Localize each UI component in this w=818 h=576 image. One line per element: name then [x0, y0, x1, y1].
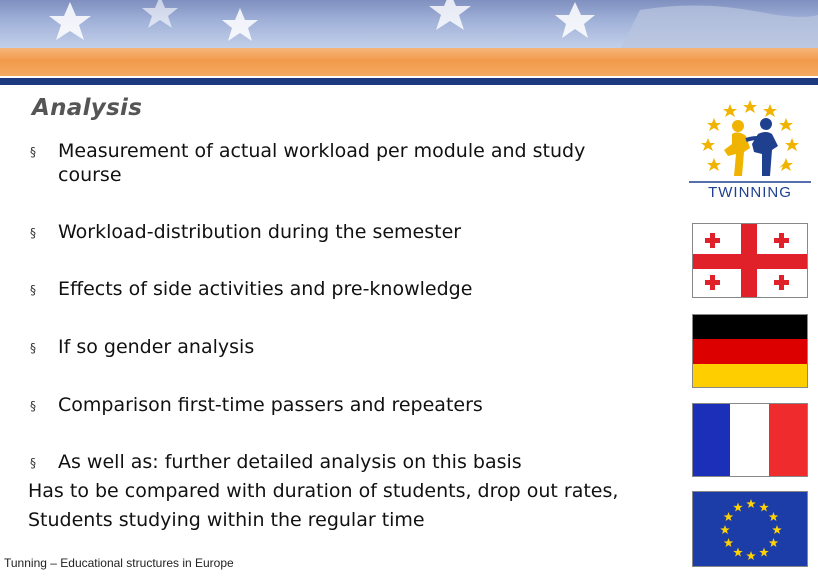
continuation-line: Has to be compared with duration of students, drop out rates,: [28, 480, 619, 502]
eu-star-icon: [759, 503, 769, 512]
bullet-text: Workload-distribution during the semester: [58, 221, 462, 243]
germany-stripe-red: [693, 339, 807, 364]
banner-orange-stripe: [0, 48, 818, 76]
banner-stars-decoration: [0, 0, 818, 50]
eu-star-icon: [772, 525, 782, 534]
france-stripe-blue: [693, 404, 730, 476]
bullet-marker: §: [30, 456, 36, 470]
eu-star-icon: [724, 512, 734, 521]
footer-text: Tunning – Educational structures in Europe: [4, 556, 234, 570]
twinning-logo: [686, 96, 814, 204]
germany-flag: [692, 314, 808, 388]
bullet-text: If so gender analysis: [58, 336, 255, 358]
banner-blue-line: [0, 78, 818, 85]
eu-flag: [692, 491, 808, 567]
eu-star-icon: [724, 538, 734, 547]
eu-star-icon: [769, 538, 779, 547]
eu-star-icon: [733, 503, 743, 512]
france-stripe-red: [769, 404, 807, 476]
banner-flag-background: [0, 0, 818, 50]
georgia-flag-graphic: [693, 224, 808, 298]
slide-title: Analysis: [32, 95, 143, 121]
eu-star-icon: [733, 548, 743, 557]
bullet-text: Comparison first-time passers and repeaters: [58, 394, 483, 416]
eu-star-icon: [746, 499, 756, 508]
continuation-line: Students studying within the regular time: [28, 509, 425, 531]
bullet-marker: §: [30, 399, 36, 413]
eu-star-icon: [720, 525, 730, 534]
france-stripe-white: [730, 404, 768, 476]
header-banner: [0, 0, 818, 86]
twinning-logo-graphic: [686, 96, 814, 204]
bullet-marker: §: [30, 145, 36, 159]
bullet-marker: §: [30, 283, 36, 297]
bullet-text: As well as: further detailed analysis on this basis: [58, 451, 522, 473]
bullet-marker: §: [30, 341, 36, 355]
eu-star-icon: [759, 548, 769, 557]
eu-star-icon: [769, 512, 779, 521]
twinning-label: TWINNING: [708, 184, 792, 201]
eu-flag-stars: [693, 492, 808, 567]
france-flag: [692, 403, 808, 477]
georgia-flag: [692, 223, 808, 298]
germany-stripe-gold: [693, 364, 807, 388]
bullet-text: Measurement of actual workload per module and study course: [58, 140, 586, 186]
bullet-marker: §: [30, 226, 36, 240]
bullet-text: Effects of side activities and pre-knowledge: [58, 278, 473, 300]
eu-star-icon: [746, 551, 756, 560]
germany-stripe-black: [693, 315, 807, 339]
